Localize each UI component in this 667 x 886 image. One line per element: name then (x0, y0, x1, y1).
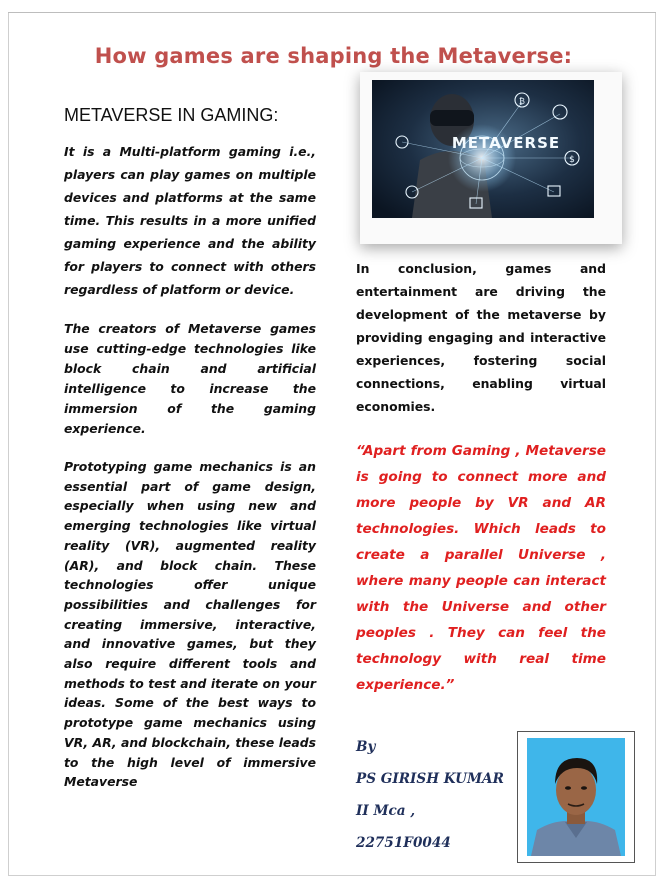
author-photo (517, 731, 635, 863)
left-column (64, 105, 316, 792)
svg-text:$: $ (569, 155, 575, 165)
right-column (356, 257, 606, 698)
author-byline (356, 731, 506, 851)
svg-text:₿: ₿ (519, 97, 525, 106)
vr-headset-icon (430, 110, 474, 126)
author-detail: II Mca , 22751F0044 (356, 803, 451, 851)
highlight-quote: “Apart from Gaming , Metaverse is going to connect more and more people by VR and AR technologies. Which leads to create a parallel Universe , where many people can interact with the Universe and other peoples . They can feel the technology with real time experience.” (356, 443, 606, 693)
multiplatform-paragraph: It is a Multi-platform gaming i.e., players can play games on multiple devices and platforms at the same time. This results in a more unified gaming experience and the ability for players to connect with others regardless of platform or device. (64, 144, 316, 297)
conclusion-paragraph: In conclusion, games and entertainment are driving the development of the metaverse by providing engaging and interactive experiences, fostering social connections, enabling virtual economies. (356, 261, 606, 414)
page-title: How games are shaping the Metaverse: (94, 44, 573, 69)
section-heading: METAVERSE IN GAMING: (64, 105, 279, 125)
prototyping-paragraph: Prototyping game mechanics is an essential part of game design, especially when using new and emerging technologies like virtual reality (VR), augmented reality (AR), and block chain. These technologies offer unique possibilities and challenges for creating immersive, interactive, and innovative games, but they also require different tools and methods to test and iterate on your ideas. Some of the best ways to prototype game mechanics using VR, AR, and blockchain, these leads to the high level of immersive Metaverse (64, 459, 316, 790)
author-portrait (527, 738, 625, 856)
creators-paragraph: The creators of Metaverse games use cutting-edge technologies like block chain and artificial intelligence to increase the immersion of the gaming experience. (64, 321, 316, 436)
top-divider (8, 12, 656, 13)
hero-overlay-text: METAVERSE (451, 134, 561, 152)
author-name: PS GIRISH KUMAR (356, 771, 504, 787)
metaverse-illustration (372, 80, 594, 218)
metaverse-hero-image (360, 72, 622, 244)
by-label: By (356, 739, 376, 755)
